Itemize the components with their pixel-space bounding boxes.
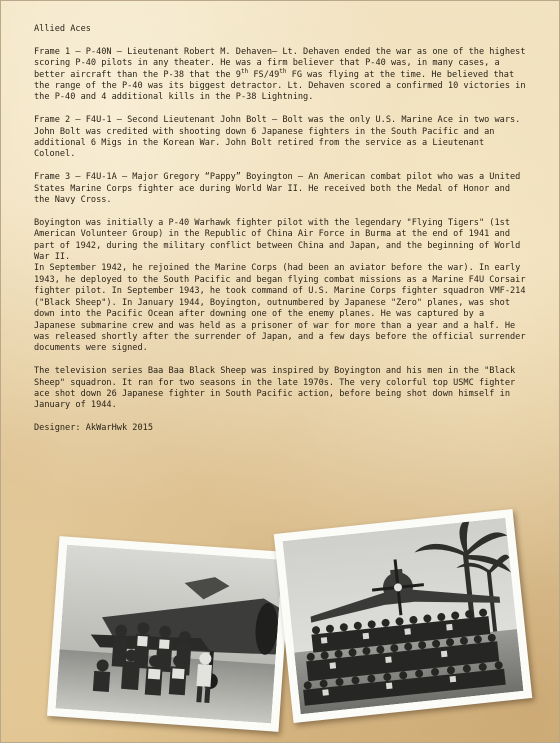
frame2-paragraph: Frame 2 – F4U-1 – Second Lieutenant John Bolt – Bolt was the only U.S. Marine Ace in two wars. John Bolt was credited with shooting down 6 Japanese fighters in the South Pacific and an additional 6 Migs in the Korean War. John Bolt retired from the service as a Lieutenant Colonel. xyxy=(34,115,521,160)
frame3-paragraph: Frame 3 – F4U-1A – Major Gregory “Pappy” Boyington – An American combat pilot who was a United States Marine Corps fighter ace during World War II. He received both the Medal of Honor and the Navy Cross. xyxy=(34,172,521,206)
designer-credit: Designer: AkWarHwk 2015 xyxy=(34,423,153,434)
document-body xyxy=(34,24,529,446)
document-title: Allied Aces xyxy=(34,24,91,34)
frame1-text-b: FS/49 xyxy=(248,69,280,80)
frame1-sup-1: th xyxy=(240,67,249,75)
tv-series-paragraph: The television series Baa Baa Black Sheep was inspired by Boyington and his men in the "Black Sheep" squadron. It ran for two seasons in the late 1970s. The very colorful top USMC fighter ace shot down 26 Japanese fighter in South Pacific action, before being shot down himself in January of 1944. xyxy=(34,366,516,411)
frame1-text-a: Frame 1 – P-40N – Lieutenant Robert M. Dehaven– Lt. Dehaven ended the war as one of the highest scoring P-40 pilots in any theater. He was a firm believer that P-40 was, in many cases, a better aircraft than the P-38 that the 9 xyxy=(34,46,526,80)
frame1-text-c: FG was flying at the time. He believed that the range of the P-40 was its biggest detractor. Lt. Dehaven scored a confirmed 10 victories in the P-40 and 4 additional kills in the P-38 Lightning. xyxy=(34,69,526,103)
photo-pilots-with-p40-image xyxy=(56,545,283,724)
boyington-paragraph-1: Boyington was initially a P-40 Warhawk fighter pilot with the legendary "Flying Tigers" (1st American Volunteer Group) in the Republic of China Air Force in Burma at the end of 1941 and part of 1942, during the military conflict between China and Japan, and the beginning of World War II. xyxy=(34,217,521,263)
photo-pilots-with-p40 xyxy=(47,536,291,732)
frame1-sup-2: th xyxy=(279,67,287,75)
photo-black-sheep-squadron-image xyxy=(283,518,524,714)
frame1-paragraph xyxy=(34,47,529,104)
boyington-paragraph-2: In September 1942, he rejoined the Marine Corps (had been an aviator before the war). In early 1943, he deployed to the South Pacific and began flying combat missions as a Marine F4U Corsair fighter pilot. In September 1943, he took command of U.S. Marine Corps fighter squadron VMF-214 ("Black Sheep"). In January 1944, Boyington, outnumbered by Japanese "Zero" planes, was shot down into the Pacific Ocean after downing one of the enemy planes. He was captured by a Japanese submarine crew and was held as a prisoner of war for more than a year and a half. He was released shortly after the surrender of Japan, and a few days before the official surrender documents were signed. xyxy=(34,263,526,354)
photo-black-sheep-squadron xyxy=(274,509,533,723)
